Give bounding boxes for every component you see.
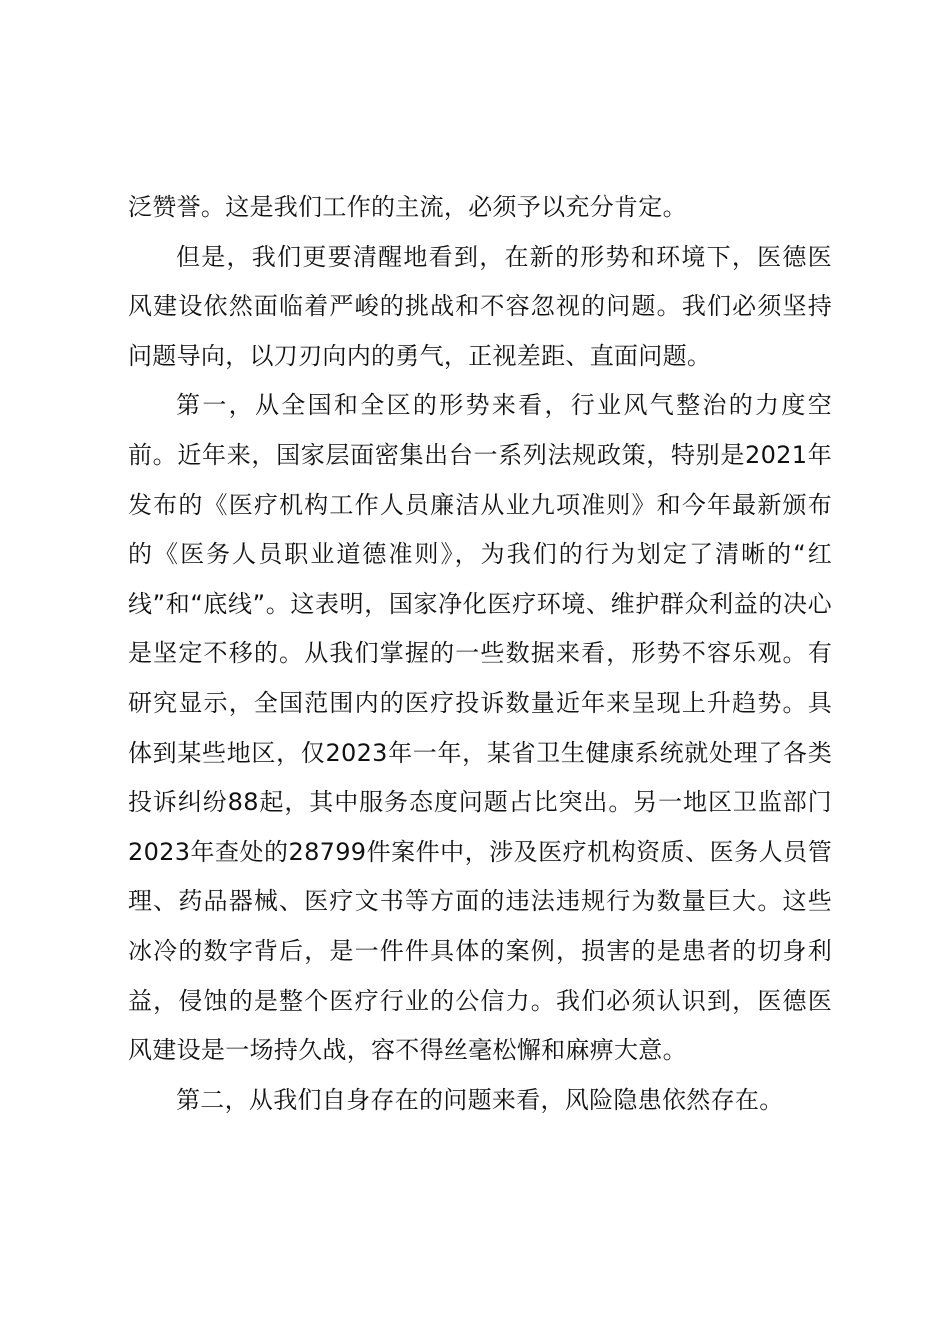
- paragraph-first-point: 第一，从全国和全区的形势来看，行业风气整治的力度空前。近年来，国家层面密集出台一系列法规政策，特别是2021年发布的《医疗机构工作人员廉洁从业九项准则》和今年最新颁布的《医务人员职业道德准则》，为我们的行为划定了清晰的“红线”和“底线”。这表明，国家净化医疗环境、维护群众利益的决心是坚定不移的。从我们掌握的一些数据来看，形势不容乐观。有研究显示，全国范围内的医疗投诉数量近年来呈现上升趋势。具体到某些地区，仅2023年一年，某省卫生健康系统就处理了各类投诉纠纷88起，其中服务态度问题占比突出。另一地区卫监部门2023年查处的28799件案件中，涉及医疗机构资质、医务人员管理、药品器械、医疗文书等方面的违法违规行为数量巨大。这些冰冷的数字背后，是一件件具体的案例，损害的是患者的切身利益，侵蚀的是整个医疗行业的公信力。我们必须认识到，医德医风建设是一场持久战，容不得丝毫松懈和麻痹大意。: [128, 391, 832, 1065]
- paragraph-second-point: 第二，从我们自身存在的问题来看，风险隐患依然存在。: [176, 1085, 784, 1114]
- paragraph-challenges: 但是，我们更要清醒地看到，在新的形势和环境下，医德医风建设依然面临着严峻的挑战和不容忽视的问题。我们必须坚持问题导向，以刀刃向内的勇气，正视差距、直面问题。: [128, 242, 832, 370]
- document-body: [128, 183, 832, 1125]
- paragraph-continuation: 泛赞誉。这是我们工作的主流，必须予以充分肯定。: [128, 193, 687, 221]
